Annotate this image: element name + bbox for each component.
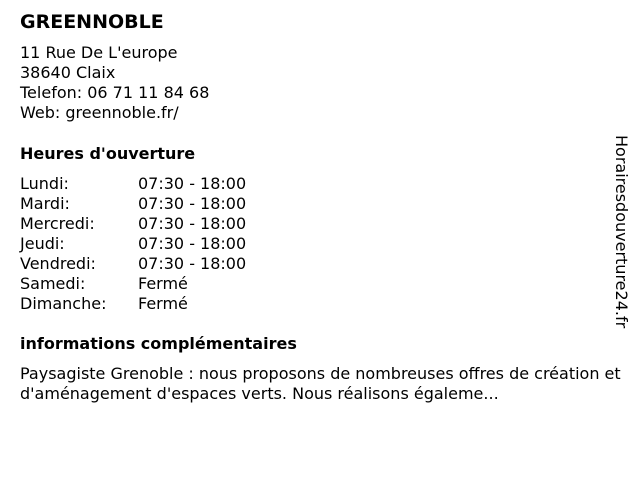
day-hours: 07:30 - 18:00	[138, 234, 247, 253]
phone-line	[20, 83, 209, 103]
hours-row-saturday	[20, 274, 246, 294]
hours-row-wednesday	[20, 214, 246, 234]
day-label: Jeudi:	[20, 234, 65, 253]
day-hours: 07:30 - 18:00	[138, 254, 247, 273]
additional-info-heading: informations complémentaires	[20, 334, 297, 353]
site-watermark: Horairesdouverture24.fr	[612, 135, 631, 329]
day-hours: 07:30 - 18:00	[138, 214, 247, 233]
day-label: Dimanche:	[20, 294, 107, 313]
hours-row-tuesday	[20, 194, 246, 214]
opening-hours-heading: Heures d'ouverture	[20, 144, 196, 163]
business-description: Paysagiste Grenoble : nous proposons de nombreuses offres de création et d'aménagement d'espaces verts. Nous réalisons égaleme...	[20, 364, 621, 403]
address-street: 11 Rue De L'europe	[20, 43, 178, 62]
hours-row-sunday	[20, 294, 246, 314]
business-name: GREENNOBLE	[20, 11, 164, 33]
hours-row-friday	[20, 254, 246, 274]
address-city: 38640 Claix	[20, 63, 116, 82]
day-hours: 07:30 - 18:00	[138, 174, 247, 193]
day-hours: 07:30 - 18:00	[138, 194, 247, 213]
phone-label: Telefon:	[20, 83, 83, 102]
hours-row-monday	[20, 174, 246, 194]
day-label: Mardi:	[20, 194, 70, 213]
day-label: Mercredi:	[20, 214, 95, 233]
web-line	[20, 103, 209, 123]
opening-hours-table	[20, 174, 246, 314]
business-address-block	[20, 43, 209, 123]
day-label: Samedi:	[20, 274, 86, 293]
day-hours: Fermé	[138, 294, 188, 313]
day-hours: Fermé	[138, 274, 188, 293]
web-link[interactable]: greennoble.fr/	[65, 103, 179, 122]
day-label: Vendredi:	[20, 254, 96, 273]
hours-row-thursday	[20, 234, 246, 254]
day-label: Lundi:	[20, 174, 69, 193]
phone-number[interactable]: 06 71 11 84 68	[87, 83, 210, 102]
web-label: Web:	[20, 103, 61, 122]
